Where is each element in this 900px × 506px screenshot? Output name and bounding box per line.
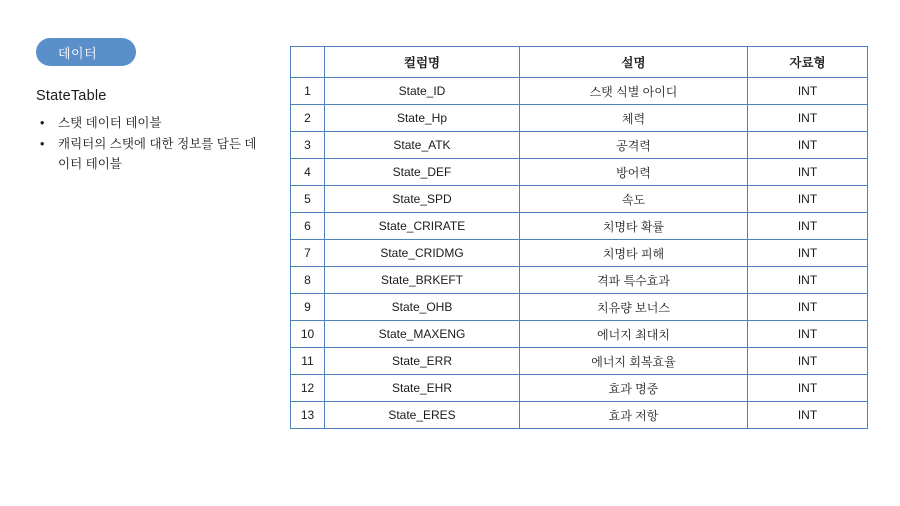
cell-index: 6 [291, 213, 325, 240]
table-body [291, 78, 868, 429]
cell-index: 4 [291, 159, 325, 186]
cell-index: 10 [291, 321, 325, 348]
list-item-label: 캐릭터의 스탯에 대한 정보를 담든 데이터 테이블 [58, 137, 257, 171]
list-item [36, 135, 266, 174]
cell-datatype: INT [748, 294, 868, 321]
column-header-index [291, 47, 325, 78]
cell-description: 격파 특수효과 [520, 267, 748, 294]
cell-datatype: INT [748, 105, 868, 132]
cell-description: 효과 저항 [520, 402, 748, 429]
state-table [290, 46, 868, 429]
cell-description: 스탯 식별 아이디 [520, 78, 748, 105]
cell-column-name: State_CRIRATE [325, 213, 520, 240]
table-row [291, 159, 868, 186]
cell-column-name: State_ID [325, 78, 520, 105]
banner-label: 데이터 [58, 45, 98, 61]
table-row [291, 78, 868, 105]
cell-index: 2 [291, 105, 325, 132]
column-header-datatype: 자료형 [748, 47, 868, 78]
table-row [291, 375, 868, 402]
cell-description: 공격력 [520, 132, 748, 159]
column-header-column-name: 컬럼명 [325, 47, 520, 78]
cell-datatype: INT [748, 78, 868, 105]
bullet-dot-icon: • [40, 137, 45, 152]
table-header-row [291, 47, 868, 78]
cell-index: 5 [291, 186, 325, 213]
state-table-container [290, 46, 867, 429]
cell-column-name: State_ERES [325, 402, 520, 429]
cell-description: 치유량 보너스 [520, 294, 748, 321]
table-row [291, 402, 868, 429]
table-row [291, 213, 868, 240]
list-item [36, 114, 266, 133]
cell-datatype: INT [748, 213, 868, 240]
table-row [291, 240, 868, 267]
left-panel [36, 38, 266, 176]
cell-datatype: INT [748, 186, 868, 213]
table-row [291, 348, 868, 375]
cell-description: 치명타 확률 [520, 213, 748, 240]
cell-column-name: State_ATK [325, 132, 520, 159]
cell-datatype: INT [748, 159, 868, 186]
cell-datatype: INT [748, 402, 868, 429]
cell-datatype: INT [748, 267, 868, 294]
column-header-description: 설명 [520, 47, 748, 78]
cell-index: 11 [291, 348, 325, 375]
cell-description: 효과 명중 [520, 375, 748, 402]
cell-column-name: State_DEF [325, 159, 520, 186]
cell-column-name: State_EHR [325, 375, 520, 402]
cell-column-name: State_Hp [325, 105, 520, 132]
cell-description: 체력 [520, 105, 748, 132]
cell-description: 속도 [520, 186, 748, 213]
cell-description: 방어력 [520, 159, 748, 186]
table-row [291, 267, 868, 294]
cell-index: 7 [291, 240, 325, 267]
table-row [291, 294, 868, 321]
cell-column-name: State_MAXENG [325, 321, 520, 348]
cell-description: 에너지 최대치 [520, 321, 748, 348]
cell-description: 치명타 피해 [520, 240, 748, 267]
cell-column-name: State_SPD [325, 186, 520, 213]
cell-datatype: INT [748, 348, 868, 375]
page-title: StateTable [36, 88, 107, 104]
table-row [291, 132, 868, 159]
list-item-label: 스탯 데이터 테이블 [58, 116, 162, 130]
cell-index: 12 [291, 375, 325, 402]
description-bullet-list [36, 114, 266, 174]
cell-datatype: INT [748, 240, 868, 267]
bullet-dot-icon: • [40, 116, 45, 130]
cell-index: 1 [291, 78, 325, 105]
cell-index: 9 [291, 294, 325, 321]
table-row [291, 186, 868, 213]
cell-datatype: INT [748, 132, 868, 159]
cell-index: 13 [291, 402, 325, 429]
cell-datatype: INT [748, 321, 868, 348]
section-banner [36, 38, 136, 66]
cell-column-name: State_BRKEFT [325, 267, 520, 294]
cell-index: 3 [291, 132, 325, 159]
cell-column-name: State_CRIDMG [325, 240, 520, 267]
cell-column-name: State_ERR [325, 348, 520, 375]
table-row [291, 321, 868, 348]
cell-datatype: INT [748, 375, 868, 402]
cell-description: 에너지 회복효율 [520, 348, 748, 375]
cell-column-name: State_OHB [325, 294, 520, 321]
table-header [291, 47, 868, 78]
cell-index: 8 [291, 267, 325, 294]
table-row [291, 105, 868, 132]
